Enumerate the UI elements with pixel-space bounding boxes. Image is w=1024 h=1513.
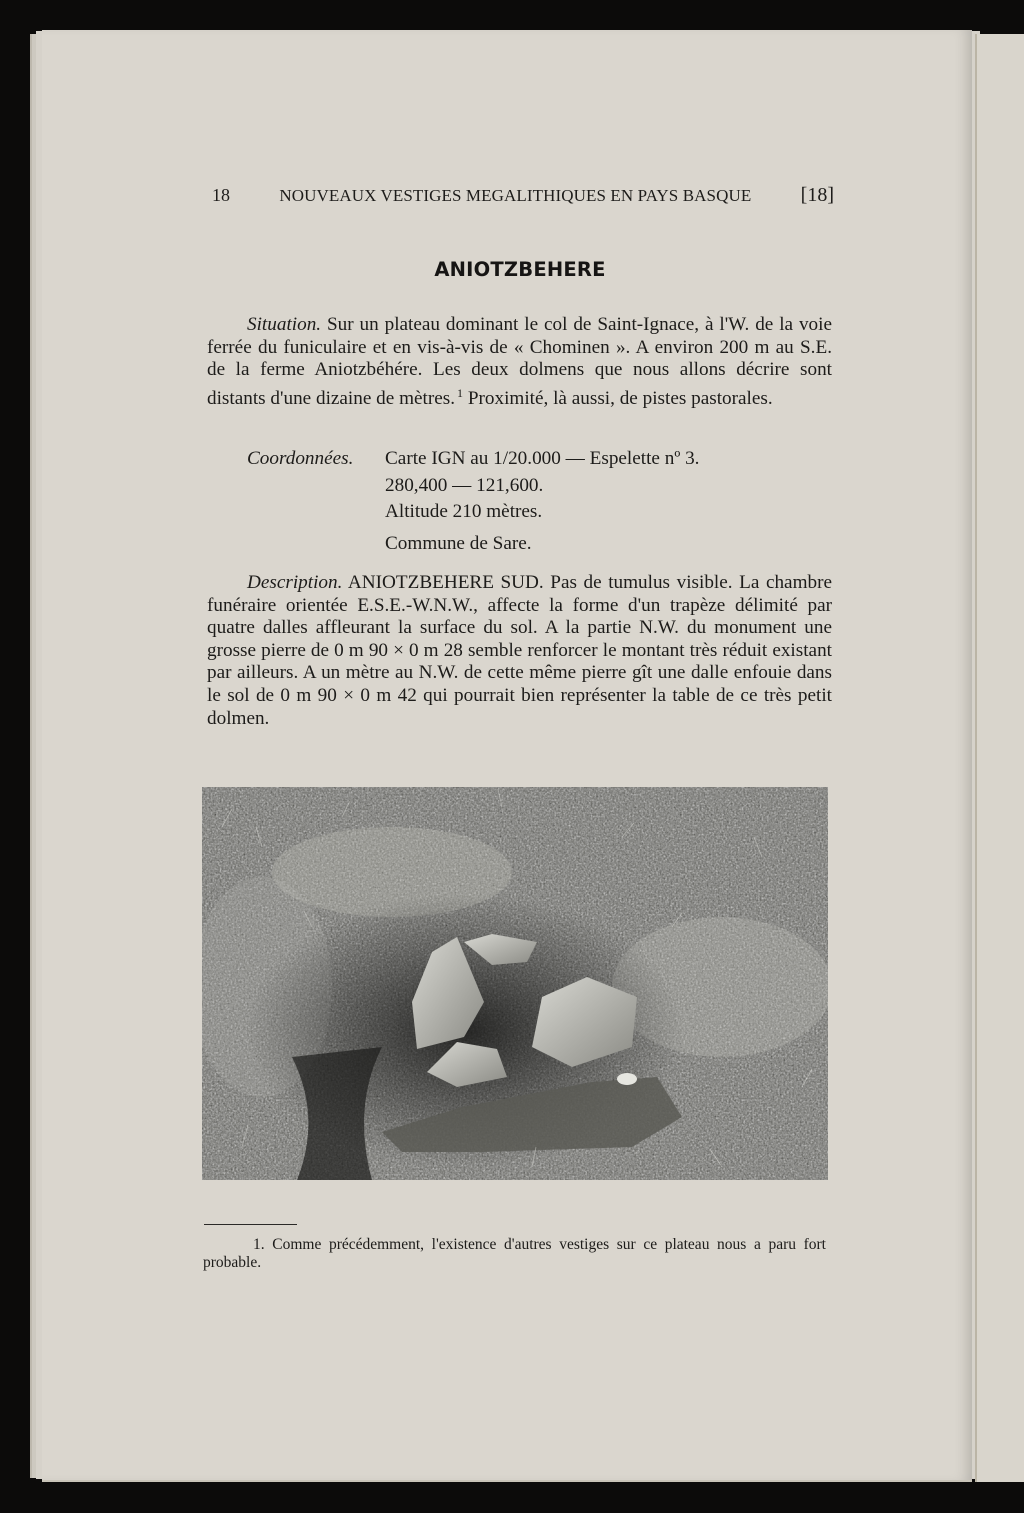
bracket-page-number: [18] [800,184,834,206]
running-title: NOUVEAUX VESTIGES MEGALITHIQUES EN PAYS BASQUE [279,186,752,205]
coordinates-block [247,448,699,556]
dolmen-photograph [202,787,828,1180]
coordinates-label: Coordonnées. [247,448,354,469]
situation-label: Situation. [247,314,322,335]
footnote: 1. Comme précédemment, l'existence d'autres vestiges sur ce plateau nous a paru fort probable. [203,1236,826,1271]
coordinates-altitude: Altitude 210 mètres. [385,501,543,522]
section-title: ANIOTZBEHERE [434,258,606,281]
situation-text-continued: Proximité, là aussi, de pistes pastorales. [463,387,773,409]
situation-paragraph [207,314,832,410]
coordinates-commune: Commune de Sare. [385,533,532,554]
description-paragraph [207,572,832,730]
description-label: Description. [247,572,343,593]
page-number: 18 [212,185,230,205]
footnote-rule [204,1224,297,1225]
photo-illustration [202,787,828,1180]
situation-text: Sur un plateau dominant le col de Saint-Ignace, à l'W. de la voie ferrée du funiculaire et en vis-à-vis de « Chominen ». A environ 200 m au S.E. de la ferme Aniotzbéhére. Les deux dolmens que nous allons décrire sont distants d'une dizaine de mètres. [207,314,832,409]
running-head [212,184,834,207]
footnote-reference: 1 [457,385,464,400]
coordinates-values: 280,400 — 121,600. [385,475,544,496]
coordinates-map: Carte IGN au 1/20.000 — Espelette nº 3. [385,448,700,469]
description-text: ANIOTZBEHERE SUD. Pas de tumulus visible. La chambre funéraire orientée E.S.E.-W.N.W., affecte la forme d'un trapèze délimité par quatre dalles affleurant la surface du sol. A la partie N.W. du monument une grosse pierre de 0 m 90 × 0 m 28 semble renforcer le montant très réduit existant par ailleurs. A un mètre au N.W. de cette même pierre gît une dalle enfouie dans le sol de 0 m 90 × 0 m 42 qui pourrait bien représenter la table de ce très petit dolmen. [207,572,832,729]
coin-scale [617,1073,637,1085]
facing-page-edge [975,34,1024,1482]
